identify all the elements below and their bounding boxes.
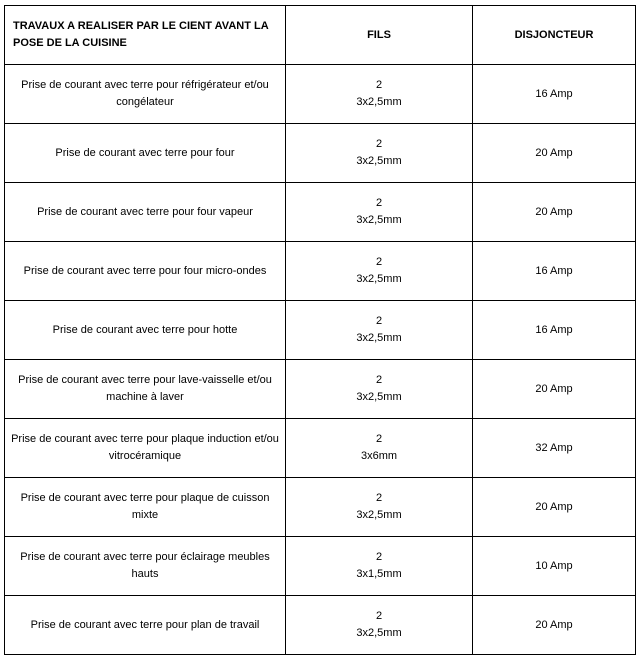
row-description: Prise de courant avec terre pour hotte: [5, 301, 286, 360]
header-fils: FILS: [286, 6, 473, 65]
row-disjoncteur: 20 Amp: [473, 183, 636, 242]
table-row: [5, 537, 636, 596]
row-description: Prise de courant avec terre pour plan de travail: [5, 596, 286, 655]
row-disjoncteur: 16 Amp: [473, 301, 636, 360]
row-description: Prise de courant avec terre pour réfrigérateur et/ou congélateur: [5, 65, 286, 124]
fils-count: 2: [375, 79, 383, 91]
fils-section: 3x2,5mm: [356, 96, 402, 108]
fils-section: 3x2,5mm: [356, 332, 402, 344]
fils-count: 2: [375, 374, 383, 386]
fils-count: 2: [375, 433, 383, 445]
row-disjoncteur: 16 Amp: [473, 242, 636, 301]
row-disjoncteur: 20 Amp: [473, 596, 636, 655]
header-disjoncteur: DISJONCTEUR: [473, 6, 636, 65]
row-fils: [286, 242, 473, 301]
fils-count: 2: [375, 197, 383, 209]
fils-section: 3x2,5mm: [356, 391, 402, 403]
fils-section: 3x6mm: [360, 450, 398, 462]
row-description: Prise de courant avec terre pour four micro-ondes: [5, 242, 286, 301]
row-fils: [286, 537, 473, 596]
row-fils: [286, 596, 473, 655]
row-fils: [286, 360, 473, 419]
row-description: Prise de courant avec terre pour plaque de cuisson mixte: [5, 478, 286, 537]
row-description: Prise de courant avec terre pour éclairage meubles hauts: [5, 537, 286, 596]
fils-count: 2: [375, 138, 383, 150]
table-row: [5, 65, 636, 124]
row-description: Prise de courant avec terre pour four vapeur: [5, 183, 286, 242]
fils-section: 3x2,5mm: [356, 155, 402, 167]
row-fils: [286, 124, 473, 183]
row-disjoncteur: 32 Amp: [473, 419, 636, 478]
row-disjoncteur: 20 Amp: [473, 360, 636, 419]
row-fils: [286, 301, 473, 360]
fils-section: 3x2,5mm: [356, 273, 402, 285]
row-disjoncteur: 10 Amp: [473, 537, 636, 596]
row-disjoncteur: 20 Amp: [473, 124, 636, 183]
table-row: [5, 360, 636, 419]
fils-section: 3x2,5mm: [356, 627, 402, 639]
fils-count: 2: [375, 492, 383, 504]
table-row: [5, 419, 636, 478]
fils-section: 3x2,5mm: [356, 214, 402, 226]
row-description: Prise de courant avec terre pour plaque induction et/ou vitrocéramique: [5, 419, 286, 478]
row-fils: [286, 478, 473, 537]
fils-count: 2: [375, 610, 383, 622]
wiring-requirements-table: [4, 5, 636, 655]
table-row: [5, 183, 636, 242]
table-header-row: [5, 6, 636, 65]
header-travaux: TRAVAUX A REALISER PAR LE CIENT AVANT LA POSE DE LA CUISINE: [5, 6, 286, 65]
row-fils: [286, 65, 473, 124]
table-row: [5, 478, 636, 537]
row-description: Prise de courant avec terre pour lave-vaisselle et/ou machine à laver: [5, 360, 286, 419]
row-fils: [286, 183, 473, 242]
row-disjoncteur: 20 Amp: [473, 478, 636, 537]
table-row: [5, 242, 636, 301]
table-row: [5, 124, 636, 183]
fils-count: 2: [375, 315, 383, 327]
fils-section: 3x1,5mm: [356, 568, 402, 580]
table-row: [5, 301, 636, 360]
row-description: Prise de courant avec terre pour four: [5, 124, 286, 183]
fils-count: 2: [375, 256, 383, 268]
fils-count: 2: [375, 551, 383, 563]
row-fils: [286, 419, 473, 478]
table-row: [5, 596, 636, 655]
fils-section: 3x2,5mm: [356, 509, 402, 521]
row-disjoncteur: 16 Amp: [473, 65, 636, 124]
